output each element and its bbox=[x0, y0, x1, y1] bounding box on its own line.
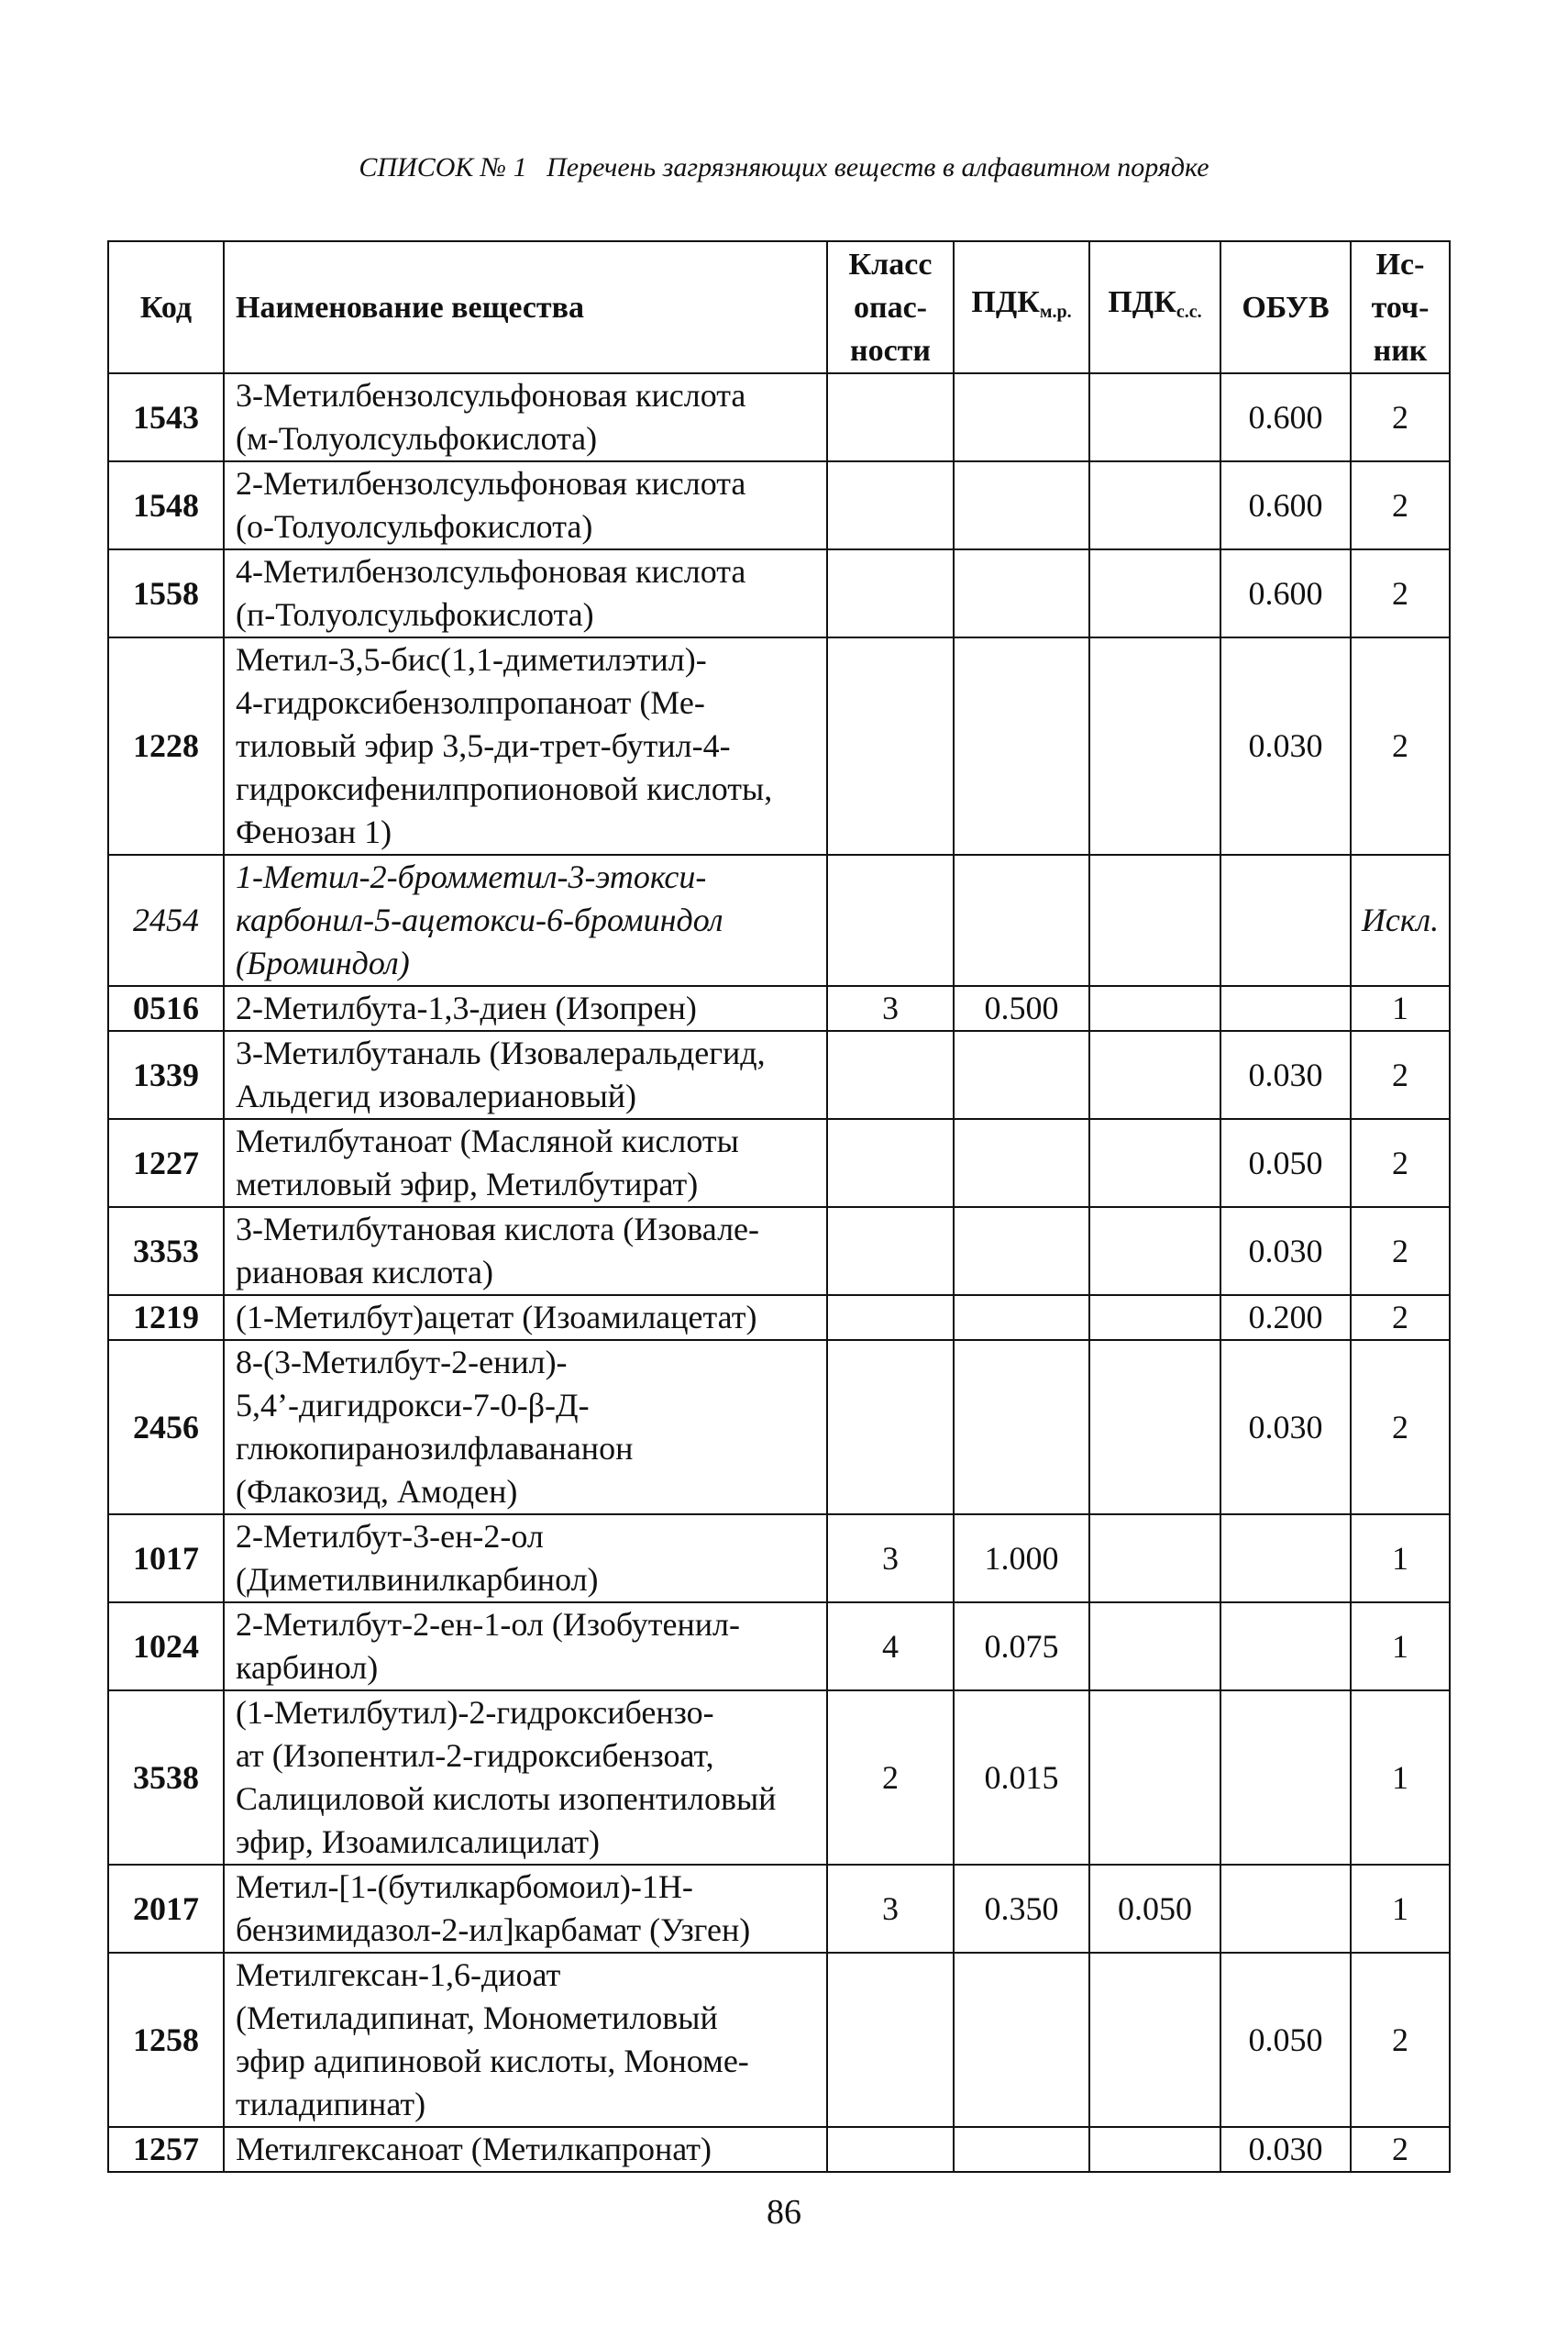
cell-pdk-mr bbox=[954, 637, 1089, 855]
cell-name-line: 2-Метилбензолсульфоновая кислота bbox=[236, 465, 746, 502]
cell-name-line: 4-Метилбензолсульфоновая кислота bbox=[236, 553, 746, 590]
cell-pdk-ss bbox=[1089, 1602, 1220, 1690]
cell-obuv: 0.050 bbox=[1220, 1119, 1351, 1207]
cell-pdk-ss bbox=[1089, 461, 1220, 549]
list-label: СПИСОК № 1 bbox=[359, 152, 527, 183]
cell-pdk-mr bbox=[954, 1953, 1089, 2127]
cell-obuv: 0.600 bbox=[1220, 549, 1351, 637]
cell-pdk-mr bbox=[954, 1207, 1089, 1295]
cell-obuv: 0.200 bbox=[1220, 1295, 1351, 1340]
cell-name-line: Метилбутаноат (Масляной кислоты bbox=[236, 1123, 739, 1159]
cell-pdk-mr bbox=[954, 1031, 1089, 1119]
cell-name bbox=[224, 2127, 827, 2172]
cell-name bbox=[224, 986, 827, 1031]
cell-hazard-class bbox=[827, 1119, 954, 1207]
list-title: Перечень загрязняющих веществ в алфавитном порядке bbox=[547, 152, 1209, 183]
col-header-source-line: точ- bbox=[1371, 290, 1430, 325]
cell-pdk-mr bbox=[954, 549, 1089, 637]
cell-name-line: Фенозан 1) bbox=[236, 814, 392, 850]
col-header-source-line: Ис- bbox=[1375, 247, 1425, 282]
cell-obuv bbox=[1220, 1514, 1351, 1602]
cell-name-line: Метилгексаноат (Метилкапронат) bbox=[236, 2131, 712, 2167]
cell-code: 1228 bbox=[108, 637, 224, 855]
col-header-pdk-mr-main: ПДК bbox=[971, 285, 1040, 319]
cell-name-line: (1-Метилбут)ацетат (Изоамилацетат) bbox=[236, 1299, 757, 1335]
cell-code: 1219 bbox=[108, 1295, 224, 1340]
cell-obuv bbox=[1220, 1865, 1351, 1953]
col-header-pdk-mr bbox=[954, 241, 1089, 373]
cell-source: 1 bbox=[1351, 1690, 1450, 1865]
cell-name-line: 2-Метилбута-1,3-диен (Изопрен) bbox=[236, 990, 697, 1026]
cell-name-line: карбонил-5-ацетокси-6-броминдол bbox=[236, 902, 723, 938]
cell-name bbox=[224, 1690, 827, 1865]
cell-name-line: карбинол) bbox=[236, 1649, 379, 1686]
table-row bbox=[108, 1031, 1450, 1119]
col-header-obuv: ОБУВ bbox=[1220, 241, 1351, 373]
cell-name-line: гидроксифенилпропионовой кислоты, bbox=[236, 770, 773, 807]
cell-obuv bbox=[1220, 855, 1351, 986]
cell-source: 2 bbox=[1351, 1953, 1450, 2127]
cell-pdk-mr: 0.350 bbox=[954, 1865, 1089, 1953]
page-header bbox=[0, 152, 1568, 183]
table-row bbox=[108, 461, 1450, 549]
table-row bbox=[108, 2127, 1450, 2172]
cell-name-line: (п-Толуолсульфокислота) bbox=[236, 596, 594, 633]
cell-hazard-class: 3 bbox=[827, 1865, 954, 1953]
cell-pdk-mr: 0.015 bbox=[954, 1690, 1089, 1865]
cell-name-line: 5,4’-дигидрокси-7-0-β-Д- bbox=[236, 1387, 590, 1423]
cell-pdk-ss bbox=[1089, 855, 1220, 986]
cell-source: 2 bbox=[1351, 549, 1450, 637]
col-header-source-line: ник bbox=[1373, 333, 1428, 368]
cell-name-line: 1-Метил-2-бромметил-3-этокси- bbox=[236, 858, 707, 895]
cell-obuv: 0.030 bbox=[1220, 1031, 1351, 1119]
cell-obuv: 0.050 bbox=[1220, 1953, 1351, 2127]
cell-pdk-mr bbox=[954, 461, 1089, 549]
cell-name-line: Метилгексан-1,6-диоат bbox=[236, 1956, 561, 1993]
cell-code: 1558 bbox=[108, 549, 224, 637]
cell-obuv: 0.030 bbox=[1220, 637, 1351, 855]
cell-name bbox=[224, 1119, 827, 1207]
cell-name-line: Метил-3,5-бис(1,1-диметилэтил)- bbox=[236, 641, 707, 678]
cell-code: 1543 bbox=[108, 373, 224, 461]
cell-name-line: 3-Метилбензолсульфоновая кислота bbox=[236, 377, 746, 414]
cell-hazard-class bbox=[827, 549, 954, 637]
cell-source: 1 bbox=[1351, 1865, 1450, 1953]
page-number: 86 bbox=[767, 2193, 801, 2232]
substances-table-container bbox=[107, 240, 1449, 2173]
cell-code: 3538 bbox=[108, 1690, 224, 1865]
cell-source: 2 bbox=[1351, 1207, 1450, 1295]
cell-code: 1339 bbox=[108, 1031, 224, 1119]
cell-source: 1 bbox=[1351, 1514, 1450, 1602]
cell-code: 3353 bbox=[108, 1207, 224, 1295]
cell-pdk-ss bbox=[1089, 2127, 1220, 2172]
cell-name-line: Салициловой кислоты изопентиловый bbox=[236, 1780, 777, 1817]
cell-pdk-mr: 0.500 bbox=[954, 986, 1089, 1031]
cell-name-line: (Диметилвинилкарбинол) bbox=[236, 1561, 599, 1598]
cell-name bbox=[224, 637, 827, 855]
cell-name-line: бензимидазол-2-ил]карбамат (Узген) bbox=[236, 1911, 751, 1948]
cell-name-line: (1-Метилбутил)-2-гидроксибензо- bbox=[236, 1694, 714, 1731]
cell-name-line: ат (Изопентил-2-гидроксибензоат, bbox=[236, 1737, 714, 1774]
cell-name bbox=[224, 855, 827, 986]
substances-table bbox=[107, 240, 1451, 2173]
cell-obuv: 0.030 bbox=[1220, 1207, 1351, 1295]
cell-code: 1017 bbox=[108, 1514, 224, 1602]
cell-hazard-class: 3 bbox=[827, 1514, 954, 1602]
table-row bbox=[108, 1865, 1450, 1953]
cell-pdk-mr: 1.000 bbox=[954, 1514, 1089, 1602]
col-header-name: Наименование вещества bbox=[224, 241, 827, 373]
table-row bbox=[108, 1340, 1450, 1514]
table-body bbox=[108, 373, 1450, 2172]
table-row bbox=[108, 1295, 1450, 1340]
cell-obuv: 0.030 bbox=[1220, 2127, 1351, 2172]
col-header-hazard-class-line: ности bbox=[850, 333, 931, 368]
table-row bbox=[108, 1514, 1450, 1602]
cell-hazard-class bbox=[827, 637, 954, 855]
cell-pdk-ss bbox=[1089, 1514, 1220, 1602]
cell-pdk-ss bbox=[1089, 549, 1220, 637]
col-header-pdk-mr-sub: м.р. bbox=[1039, 302, 1072, 322]
cell-pdk-ss bbox=[1089, 1340, 1220, 1514]
table-row bbox=[108, 549, 1450, 637]
cell-pdk-mr: 0.075 bbox=[954, 1602, 1089, 1690]
col-header-pdk-ss-main: ПДК bbox=[1108, 285, 1176, 319]
cell-name-line: (о-Толуолсульфокислота) bbox=[236, 508, 593, 545]
cell-code: 0516 bbox=[108, 986, 224, 1031]
cell-source: 2 bbox=[1351, 461, 1450, 549]
cell-source: Искл. bbox=[1351, 855, 1450, 986]
cell-pdk-ss bbox=[1089, 1119, 1220, 1207]
cell-name-line: 4-гидроксибензолпропаноат (Ме- bbox=[236, 684, 705, 721]
cell-pdk-ss bbox=[1089, 1031, 1220, 1119]
cell-name-line: 2-Метилбут-2-ен-1-ол (Изобутенил- bbox=[236, 1606, 740, 1643]
table-row bbox=[108, 1690, 1450, 1865]
cell-source: 2 bbox=[1351, 1119, 1450, 1207]
table-header-row bbox=[108, 241, 1450, 373]
cell-hazard-class bbox=[827, 373, 954, 461]
cell-pdk-mr bbox=[954, 855, 1089, 986]
cell-name-line: (Метиладипинат, Монометиловый bbox=[236, 1999, 718, 2036]
cell-name-line: метиловый эфир, Метилбутират) bbox=[236, 1166, 699, 1202]
cell-obuv: 0.030 bbox=[1220, 1340, 1351, 1514]
cell-pdk-ss bbox=[1089, 373, 1220, 461]
cell-code: 2017 bbox=[108, 1865, 224, 1953]
cell-hazard-class bbox=[827, 2127, 954, 2172]
cell-name-line: (Броминдол) bbox=[236, 945, 410, 981]
cell-hazard-class bbox=[827, 855, 954, 986]
cell-code: 1257 bbox=[108, 2127, 224, 2172]
cell-obuv bbox=[1220, 1690, 1351, 1865]
table-row bbox=[108, 1119, 1450, 1207]
cell-pdk-ss: 0.050 bbox=[1089, 1865, 1220, 1953]
cell-name-line: 2-Метилбут-3-ен-2-ол bbox=[236, 1518, 544, 1555]
col-header-pdk-ss-sub: с.с. bbox=[1176, 302, 1202, 322]
col-header-hazard-class bbox=[827, 241, 954, 373]
cell-pdk-mr bbox=[954, 1340, 1089, 1514]
cell-obuv bbox=[1220, 986, 1351, 1031]
table-row bbox=[108, 637, 1450, 855]
cell-name-line: тиладипинат) bbox=[236, 2086, 426, 2122]
table-row bbox=[108, 1953, 1450, 2127]
cell-name bbox=[224, 1031, 827, 1119]
cell-source: 1 bbox=[1351, 1602, 1450, 1690]
cell-pdk-mr bbox=[954, 373, 1089, 461]
cell-source: 2 bbox=[1351, 1295, 1450, 1340]
cell-name bbox=[224, 1207, 827, 1295]
table-row bbox=[108, 373, 1450, 461]
cell-name-line: эфир адипиновой кислоты, Мономе- bbox=[236, 2043, 749, 2079]
cell-name-line: 3-Метилбутановая кислота (Изовале- bbox=[236, 1211, 760, 1247]
cell-name bbox=[224, 1340, 827, 1514]
cell-hazard-class bbox=[827, 1031, 954, 1119]
cell-name bbox=[224, 1602, 827, 1690]
cell-hazard-class: 2 bbox=[827, 1690, 954, 1865]
cell-name bbox=[224, 1953, 827, 2127]
cell-name bbox=[224, 1295, 827, 1340]
cell-pdk-mr bbox=[954, 1295, 1089, 1340]
cell-source: 2 bbox=[1351, 1340, 1450, 1514]
cell-name-line: тиловый эфир 3,5-ди-трет-бутил-4- bbox=[236, 727, 731, 764]
cell-name-line: (Флакозид, Амоден) bbox=[236, 1473, 518, 1510]
cell-name bbox=[224, 549, 827, 637]
cell-pdk-mr bbox=[954, 2127, 1089, 2172]
cell-source: 2 bbox=[1351, 637, 1450, 855]
cell-hazard-class: 3 bbox=[827, 986, 954, 1031]
table-row bbox=[108, 1207, 1450, 1295]
cell-source: 1 bbox=[1351, 986, 1450, 1031]
cell-code: 1024 bbox=[108, 1602, 224, 1690]
cell-pdk-ss bbox=[1089, 637, 1220, 855]
cell-name-line: эфир, Изоамилсалицилат) bbox=[236, 1823, 601, 1860]
cell-hazard-class bbox=[827, 1295, 954, 1340]
cell-pdk-mr bbox=[954, 1119, 1089, 1207]
cell-name bbox=[224, 461, 827, 549]
cell-pdk-ss bbox=[1089, 1953, 1220, 2127]
col-header-code: Код bbox=[108, 241, 224, 373]
cell-pdk-ss bbox=[1089, 1295, 1220, 1340]
cell-obuv: 0.600 bbox=[1220, 373, 1351, 461]
cell-code: 1548 bbox=[108, 461, 224, 549]
cell-name-line: глюкопиранозилфлавананон bbox=[236, 1430, 634, 1467]
cell-name-line: Альдегид изовалериановый) bbox=[236, 1078, 637, 1114]
cell-pdk-ss bbox=[1089, 1207, 1220, 1295]
cell-obuv bbox=[1220, 1602, 1351, 1690]
cell-name-line: (м-Толуолсульфокислота) bbox=[236, 420, 598, 457]
cell-hazard-class bbox=[827, 1953, 954, 2127]
cell-obuv: 0.600 bbox=[1220, 461, 1351, 549]
cell-pdk-ss bbox=[1089, 986, 1220, 1031]
cell-hazard-class bbox=[827, 1340, 954, 1514]
cell-hazard-class bbox=[827, 461, 954, 549]
cell-code: 2454 bbox=[108, 855, 224, 986]
cell-source: 2 bbox=[1351, 2127, 1450, 2172]
cell-name-line: 8-(3-Метилбут-2-енил)- bbox=[236, 1344, 568, 1380]
col-header-source bbox=[1351, 241, 1450, 373]
cell-hazard-class: 4 bbox=[827, 1602, 954, 1690]
col-header-hazard-class-line: Класс bbox=[848, 247, 933, 282]
cell-name bbox=[224, 373, 827, 461]
col-header-hazard-class-line: опас- bbox=[853, 290, 927, 325]
cell-code: 1227 bbox=[108, 1119, 224, 1207]
col-header-pdk-ss bbox=[1089, 241, 1220, 373]
cell-name bbox=[224, 1865, 827, 1953]
cell-source: 2 bbox=[1351, 1031, 1450, 1119]
table-row bbox=[108, 855, 1450, 986]
cell-name-line: Метил-[1-(бутилкарбомоил)-1Н- bbox=[236, 1868, 693, 1905]
cell-name bbox=[224, 1514, 827, 1602]
cell-pdk-ss bbox=[1089, 1690, 1220, 1865]
cell-name-line: риановая кислота) bbox=[236, 1254, 493, 1290]
cell-name-line: 3-Метилбутаналь (Изовалеральдегид, bbox=[236, 1035, 766, 1071]
cell-hazard-class bbox=[827, 1207, 954, 1295]
cell-code: 1258 bbox=[108, 1953, 224, 2127]
table-row bbox=[108, 1602, 1450, 1690]
table-row bbox=[108, 986, 1450, 1031]
cell-code: 2456 bbox=[108, 1340, 224, 1514]
cell-source: 2 bbox=[1351, 373, 1450, 461]
